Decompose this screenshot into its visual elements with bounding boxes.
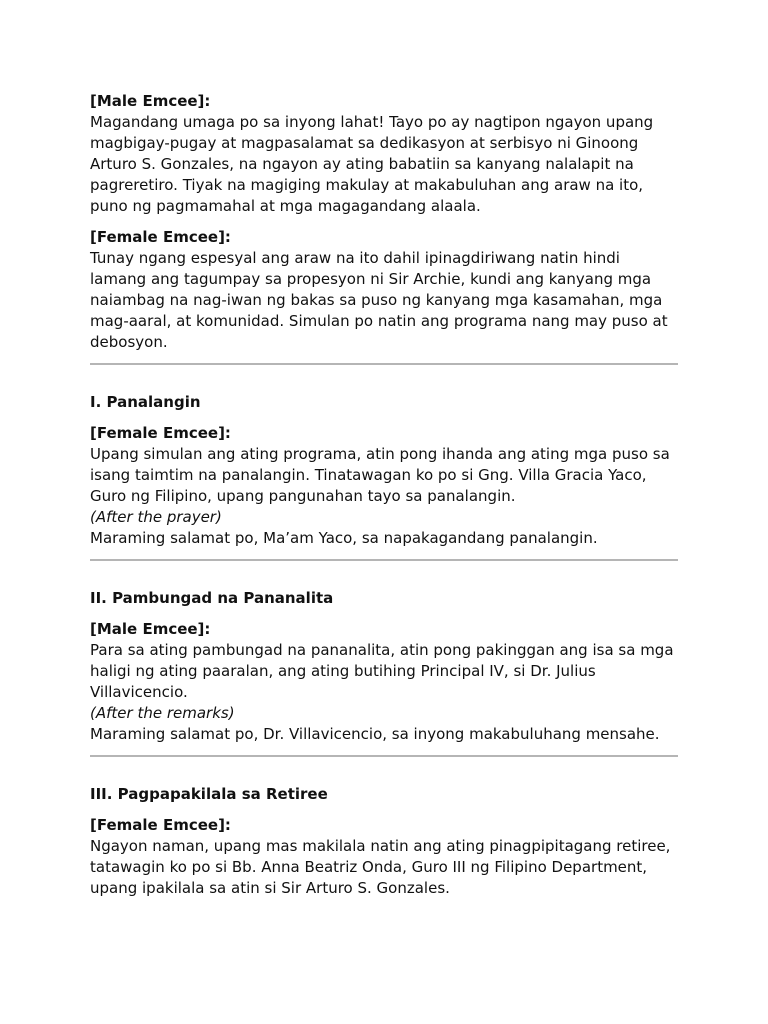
stage-note: (After the remarks): [90, 704, 235, 722]
speech-paragraph: Tunay ngang espesyal ang araw na ito dahil ipinagdiriwang natin hindi lamang ang tagumpay sa propesyon ni Sir Archie, kundi ang kanyang mga naiambag na nag-iwan ng bakas sa puso ng kanyang mga kasamahan, mga mag-aaral, at komunidad. Simulan po natin ang programa nang may puso at debosyon.: [90, 249, 668, 351]
stage-note: (After the prayer): [90, 508, 222, 526]
intro-male-emcee-block: [90, 91, 678, 217]
speech-paragraph: Ngayon naman, upang mas makilala natin ang ating pinagpipitagang retiree, tatawagin ko po si Bb. Anna Beatriz Onda, Guro III ng Filipino Department, upang ipakilala sa atin si Sir Arturo S. Gonzales.: [90, 837, 671, 897]
section-heading-panalangin: I. Panalangin: [90, 393, 201, 411]
speaker-label: [Female Emcee]:: [90, 228, 231, 246]
closing-line: Maraming salamat po, Dr. Villavicencio, sa inyong makabuluhang mensahe.: [90, 725, 660, 743]
section-pambungad-body: [90, 619, 678, 745]
speech-paragraph: Magandang umaga po sa inyong lahat! Tayo po ay nagtipon ngayon upang magbigay-pugay at magpasalamat sa dedikasyon at serbisyo ni Ginoong Arturo S. Gonzales, na ngayon ay ating babatiin sa kanyang nalalapit na pagreretiro. Tiyak na magiging makulay at makabuluhan ang araw na ito, puno ng pagmamahal at mga magagandang alaala.: [90, 113, 654, 215]
speaker-label: [Female Emcee]:: [90, 424, 231, 442]
section-divider: [90, 755, 678, 757]
speaker-label: [Male Emcee]:: [90, 92, 211, 110]
section-panalangin-body: [90, 423, 678, 549]
closing-line: Maraming salamat po, Ma’am Yaco, sa napakagandang panalangin.: [90, 529, 598, 547]
speaker-label: [Female Emcee]:: [90, 816, 231, 834]
intro-female-emcee-block: [90, 227, 678, 353]
section-pagpapakilala-body: [90, 815, 678, 899]
section-heading-pagpapakilala: III. Pagpapakilala sa Retiree: [90, 785, 328, 803]
section-divider: [90, 363, 678, 365]
speaker-label: [Male Emcee]:: [90, 620, 211, 638]
section-heading-pambungad: II. Pambungad na Pananalita: [90, 589, 334, 607]
section-divider: [90, 559, 678, 561]
speech-paragraph: Upang simulan ang ating programa, atin pong ihanda ang ating mga puso sa isang taimtim na panalangin. Tinatawagan ko po si Gng. Villa Gracia Yaco, Guro ng Filipino, upang pangunahan tayo sa panalangin.: [90, 445, 670, 505]
speech-paragraph: Para sa ating pambungad na pananalita, atin pong pakinggan ang isa sa mga haligi ng ating paaralan, ang ating butihing Principal IV, si Dr. Julius Villavicencio.: [90, 641, 674, 701]
